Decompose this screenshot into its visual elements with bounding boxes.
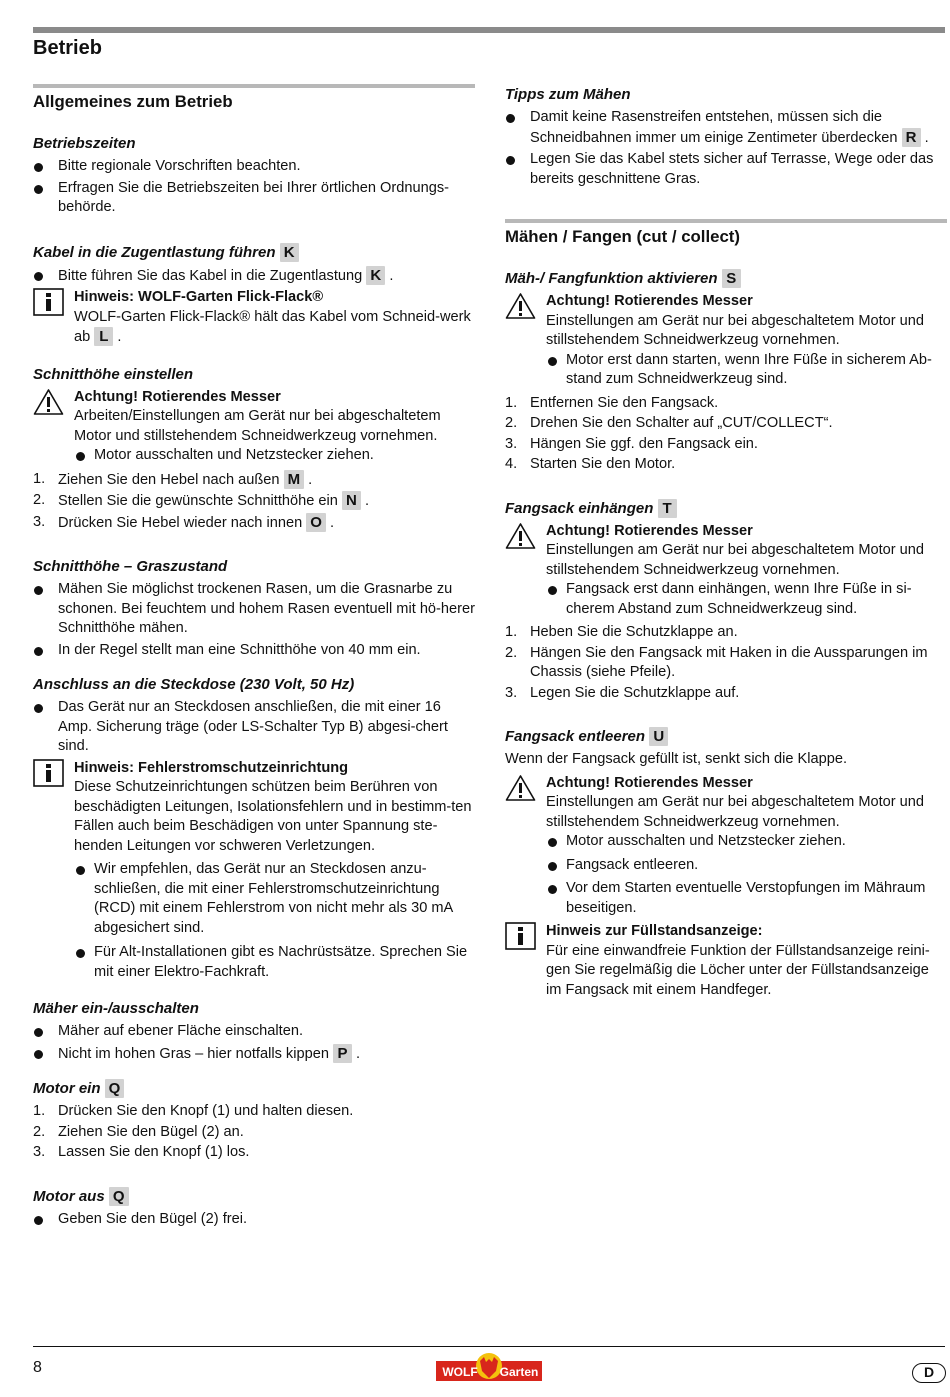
step-text: Lassen Sie den Knopf (1) los. [58,1144,250,1160]
list-item: Für Alt-Installationen gibt es Nachrüstsätze. Sprechen Sie mit einer Elektro-Fachkraft. [74,943,475,982]
bullet-list [505,108,947,189]
figure-key: U [649,727,668,746]
list-item: Motor ausschalten und Netzstecker ziehen. [546,832,947,852]
list-item: Mäher auf ebener Fläche einschalten. [33,1022,475,1042]
step-number: 2. [33,1123,46,1140]
note-text: WOLF-Garten Flick-Flack® hält das Kabel vom Schneid-werk ab L . [74,308,471,345]
info-note [33,759,475,983]
warning-text: Arbeiten/Einstellungen am Gerät nur bei abgeschaltetem Motor und stillstehendem Schneidwerkzeug vornehmen. [74,408,441,444]
step-number: 1. [505,394,518,411]
logo-text-left: WOLF [442,1365,478,1379]
subheading-text: Fangsack entleeren [505,728,646,745]
subheading-text: Motor aus [33,1187,105,1205]
step-item [33,1123,475,1143]
header-rule [33,27,945,33]
bullet-list [546,351,947,390]
step-number: 3. [33,513,46,530]
language-badge: D [912,1363,946,1383]
warning-icon [505,522,536,550]
step-item [505,414,947,434]
list-item: Wir empfehlen, das Gerät nur an Steckdosen anzu-schließen, die mit einer Fehlerstromschutzeinrichtung (RCD) mit einem Fehlerstrom von nicht mehr als 30 mA abgesichert sind. [74,860,475,938]
figure-key: Q [109,1187,129,1206]
subheading-entleeren [505,726,947,748]
bullet-list [546,832,947,918]
step-item [33,1102,475,1122]
step-text: Starten Sie den Motor. [530,456,676,472]
step-text: Stellen Sie die gewünschte Schnitthöhe ein [58,493,338,509]
info-icon [33,759,64,787]
logo-text-right: Garten [499,1365,539,1379]
figure-key: S [722,269,741,288]
info-icon [505,922,536,950]
subheading-aktivieren [505,268,947,290]
list-item: Damit keine Rasenstreifen entstehen, müssen sich die Schneidbahnen immer um einige Zentimeter überdecken R . [505,108,947,148]
note-text: Für eine einwandfreie Funktion der Füllstandsanzeige reini-gen Sie regelmäßig die Löcher unter der Füllstandsanzeige im Fangsack mit einem Handfeger. [546,942,930,998]
warning-text: Einstellungen am Gerät nur bei abgeschaltetem Motor und stillstehendem Schneidwerkzeug vornehmen. [546,312,925,348]
figure-key: Q [105,1079,125,1098]
list-item-text: Damit keine Rasenstreifen entstehen, müssen sich die Schneidbahnen immer um einige Zentimeter überdecken [530,109,898,146]
figure-key: L [94,327,113,346]
step-list [33,1102,475,1163]
note-body: WOLF-Garten Flick-Flack® hält das Kabel vom Schneid-werk ab [74,308,471,345]
list-item: Vor dem Starten eventuelle Verstopfungen im Mähraum beseitigen. [546,879,947,918]
step-item [505,455,947,475]
step-number: 1. [33,1103,46,1119]
intro-text: Wenn der Fangsack gefüllt ist, senkt sich die Klappe. [505,751,848,767]
figure-key: O [306,513,326,532]
warning-text: Einstellungen am Gerät nur bei abgeschaltetem Motor und stillstehendem Schneidwerkzeug vornehmen. [546,794,925,830]
step-text: Entfernen Sie den Fangsack. [530,394,719,411]
subheading-text: Fangsack einhängen [505,499,654,517]
footer-rule [33,1346,945,1347]
step-text: Drücken Sie den Knopf (1) und halten diesen. [58,1103,354,1119]
list-item: Bitte führen Sie das Kabel in die Zugentlastung K . [33,266,475,287]
step-text: Hängen Sie ggf. den Fangsack ein. [530,435,758,452]
section-rule [33,84,475,88]
step-number: 3. [505,435,518,452]
warning-icon [505,292,536,320]
warning-title: Achtung! Rotierendes Messer [74,388,281,405]
warning-note [505,522,947,620]
list-item: Das Gerät nur an Steckdosen anschließen, die mit einer 16 Amp. Sicherung träge (oder LS-Schalter Typ B) abgesi-chert sind. [33,698,475,757]
figure-key: R [902,128,921,147]
step-item: 2. Stellen Sie die gewünschte Schnitthöhe ein N . [33,492,370,509]
right-column [505,84,947,1004]
list-item: Motor ausschalten und Netzstecker ziehen. [74,446,475,466]
step-number: 1. [505,624,518,640]
list-item: Erfragen Sie die Betriebszeiten bei Ihrer örtlichen Ordnungs-behörde. [33,179,475,218]
figure-key: P [333,1044,352,1063]
subheading-schnitthoehe: Schnitthöhe einstellen [33,365,194,383]
step-number: 1. [33,470,46,487]
left-column [33,84,475,1231]
step-text: Legen Sie die Schutzklappe auf. [530,684,740,701]
list-item: Nicht im hohen Gras – hier notfalls kippen P . [33,1044,475,1065]
page-number: 8 [33,1359,42,1376]
list-item: Geben Sie den Bügel (2) frei. [33,1210,475,1230]
step-item [33,1143,475,1163]
page-title: Betrieb [33,37,102,59]
warning-note [505,292,947,390]
step-item [505,644,947,683]
list-item: Fangsack entleeren. [546,856,947,876]
list-item: Motor erst dann starten, wenn Ihre Füße in sicherem Ab-stand zum Schneidwerkzeug sind. [546,351,947,390]
step-item [505,684,947,704]
bullet-list [33,698,475,757]
figure-key: M [284,470,305,489]
step-list [505,394,947,475]
subheading-maeher: Mäher ein-/ausschalten [33,1000,199,1017]
info-note [33,288,475,348]
figure-key: N [342,491,361,510]
wolf-garten-logo [436,1353,542,1383]
figure-key: K [366,266,385,285]
step-number: 4. [505,456,518,472]
warning-note [505,774,947,919]
subheading-motor-aus [33,1186,475,1208]
bullet-list [74,860,475,982]
bullet-list [33,266,475,287]
step-number: 2. [33,492,46,508]
step-item [505,435,947,455]
step-number: 2. [505,644,518,661]
subheading-einhaengen [505,498,947,520]
list-item-text: Bitte führen Sie das Kabel in die Zugentlastung [58,267,363,284]
step-text: Drücken Sie Hebel wieder nach innen [58,514,303,531]
subheading-graszustand: Schnitthöhe – Graszustand [33,558,228,575]
step-text: Ziehen Sie den Bügel (2) an. [58,1123,244,1140]
note-title: Hinweis zur Füllstandsanzeige: [546,923,763,939]
step-text: Heben Sie die Schutzklappe an. [530,624,738,640]
info-note [505,922,947,1000]
step-item [505,394,947,414]
list-item: Bitte regionale Vorschriften beachten. [33,157,475,177]
warning-title: Achtung! Rotierendes Messer [546,774,753,791]
step-number: 2. [505,415,518,431]
warning-icon [505,774,536,802]
list-item: Legen Sie das Kabel stets sicher auf Terrasse, Wege oder das bereits geschnittene Gras. [505,150,947,189]
bullet-list [33,1210,475,1230]
list-item: Mähen Sie möglichst trockenen Rasen, um die Grasnarbe zu schonen. Bei feuchtem und hohem Rasen eventuell mit hö-herer Schnitthöhe mähen. [33,580,475,639]
info-icon [33,288,64,316]
subheading-kabel [33,242,475,264]
note-title: Hinweis: WOLF-Garten Flick-Flack® [74,289,324,305]
bullet-list [74,446,475,466]
step-item: 1. Ziehen Sie den Hebel nach außen M . [33,470,313,488]
subheading-betriebszeiten: Betriebszeiten [33,135,136,152]
note-text: Diese Schutzeinrichtungen schützen beim Berühren von beschädigten Leitungen, Isolationsfehlern und in bestimm-ten Fällen auch beim Beschädigen von unter Spannung ste-henden Leitungen vor schweren Verletzungen. [74,779,472,854]
bullet-list [33,157,475,218]
list-item: Fangsack erst dann einhängen, wenn Ihre Füße in si-cherem Abstand zum Schneidwerkzeug sind. [546,580,947,619]
warning-note [33,388,475,466]
step-number: 3. [33,1144,46,1160]
section-rule [505,219,947,223]
warning-title: Achtung! Rotierendes Messer [546,293,753,309]
warning-title: Achtung! Rotierendes Messer [546,522,753,539]
step-list [505,623,947,703]
subheading-text: Mäh-/ Fangfunktion aktivieren [505,270,718,287]
bullet-list [546,580,947,619]
bullet-list [33,1022,475,1064]
step-text: Hängen Sie den Fangsack mit Haken in die Aussparungen im Chassis (siehe Pfeile). [530,644,928,680]
figure-key: K [280,243,299,262]
list-item: In der Regel stellt man eine Schnitthöhe von 40 mm ein. [33,641,475,661]
step-text: Ziehen Sie den Hebel nach außen [58,471,280,488]
subheading-steckdose: Anschluss an die Steckdose (230 Volt, 50 Hz) [33,676,355,693]
list-item-text: Nicht im hohen Gras – hier notfalls kippen [58,1045,329,1062]
subheading-motor-ein [33,1078,475,1100]
section-title-maehen: Mähen / Fangen (cut / collect) [505,227,740,246]
step-item: 3. Drücken Sie Hebel wieder nach innen O . [33,513,335,531]
warning-text: Einstellungen am Gerät nur bei abgeschaltetem Motor und stillstehendem Schneidwerkzeug vornehmen. [546,542,925,578]
figure-key: T [658,499,677,518]
subheading-text: Kabel in die Zugentlastung führen [33,243,276,261]
subheading-tipps: Tipps zum Mähen [505,86,631,103]
step-list [33,470,475,534]
step-text: Drehen Sie den Schalter auf „CUT/COLLECT“. [530,415,833,431]
step-number: 3. [505,684,518,701]
step-item [505,623,947,643]
subheading-text: Motor ein [33,1080,101,1097]
note-title: Hinweis: Fehlerstromschutzeinrichtung [74,759,349,776]
bullet-list [33,580,475,660]
section-title-allgemeines: Allgemeines zum Betrieb [33,92,233,111]
warning-icon [33,388,64,416]
